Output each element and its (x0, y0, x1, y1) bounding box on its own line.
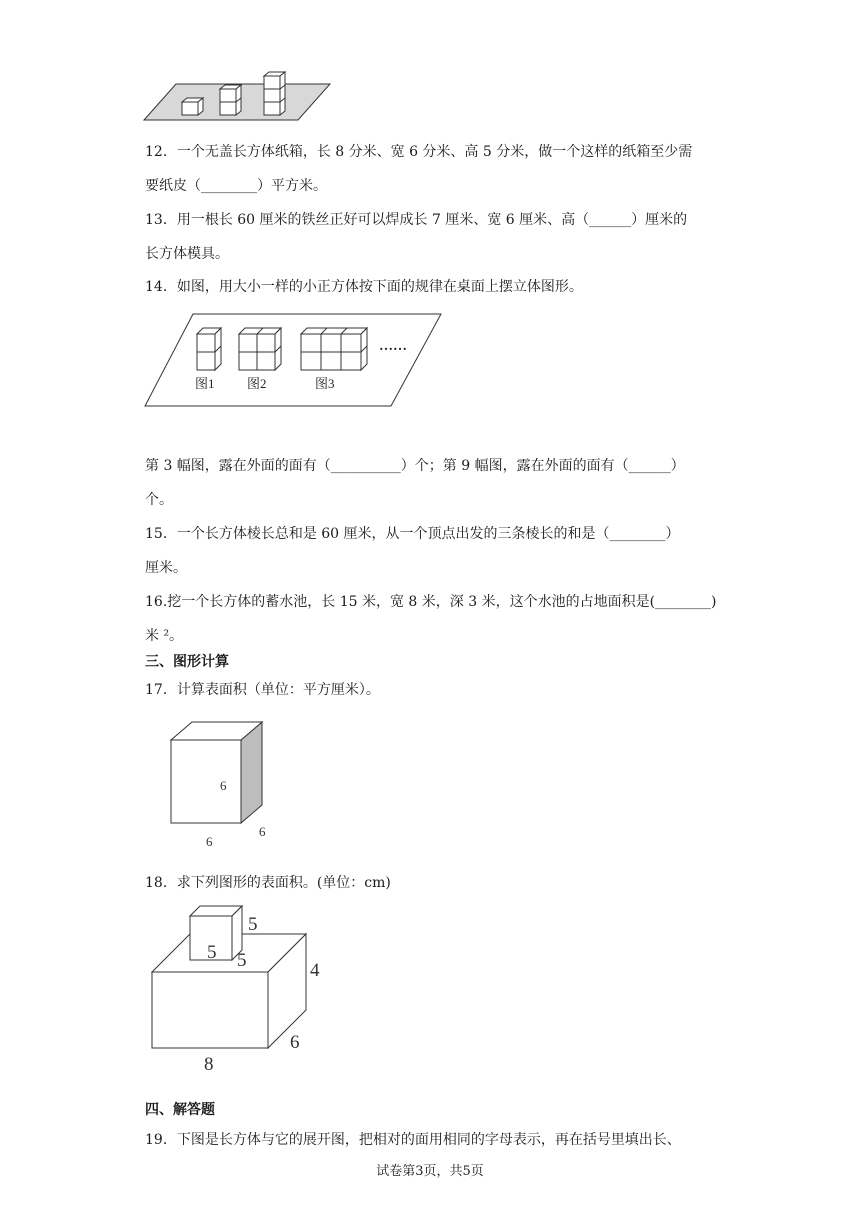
figure-2-label: 图2 (247, 376, 267, 391)
q12-line1: 12．一个无盖长方体纸箱，长 8 分米、宽 6 分米、高 5 分米，做一个这样的纸箱至少需 (145, 144, 693, 160)
box-length-label: 8 (204, 1054, 214, 1075)
q16-line2: 米 ²。 (145, 628, 184, 644)
ellipsis: …… (379, 339, 407, 354)
composite-solid-figure (148, 900, 348, 1078)
q15-line1: 15．一个长方体棱长总和是 60 厘米，从一个顶点出发的三条棱长的和是（________） (145, 526, 680, 542)
page-footer: 试卷第3页，共5页 (376, 1164, 484, 1179)
section-4-heading: 四、解答题 (145, 1102, 215, 1118)
small-cube-top-label: 5 (248, 914, 258, 935)
q13-line2: 长方体模具。 (145, 246, 229, 262)
q19-line1: 19．下图是长方体与它的展开图，把相对的面用相同的字母表示，再在括号里填出长、 (145, 1132, 681, 1148)
cube-pattern-figure (145, 312, 445, 408)
q17-line1: 17．计算表面积（单位：平方厘米）。 (145, 682, 380, 698)
cube-depth-label: 6 (259, 824, 266, 839)
box-depth-label: 6 (290, 1032, 300, 1053)
figure-3-label: 图3 (315, 376, 335, 391)
q12-line2: 要纸皮（________）平方米。 (145, 178, 327, 194)
figure-1-cubes (197, 328, 221, 370)
small-cube-front-label: 5 (207, 942, 217, 963)
q14-line2: 第 3 幅图，露在外面的面有（__________）个；第 9 幅图，露在外面的面有（______） (145, 458, 685, 474)
stacked-cubes-figure (140, 70, 340, 126)
q18-line1: 18．求下列图形的表面积。(单位：cm) (145, 875, 391, 891)
double-cube-stack (220, 85, 241, 115)
triple-cube-stack (264, 72, 285, 115)
figure-1-label: 图1 (195, 376, 215, 391)
q14-line3: 个。 (145, 492, 173, 508)
box-height-label: 4 (310, 960, 320, 981)
small-cube-side-label: 5 (237, 950, 247, 971)
single-cube (182, 98, 203, 115)
figure-2-cubes (239, 328, 281, 370)
q14-line1: 14．如图，用大小一样的小正方体按下面的规律在桌面上摆立体图形。 (145, 279, 583, 295)
figure-3-cubes (301, 328, 367, 370)
cube-figure (165, 718, 275, 850)
q16-line1: 16.挖一个长方体的蓄水池，长 15 米，宽 8 米，深 3 米，这个水池的占地面积是(________) (145, 594, 717, 610)
q13-line1: 13．用一根长 60 厘米的铁丝正好可以焊成长 7 厘米、宽 6 厘米、高（______）厘米的 (145, 212, 688, 228)
cube-width-label: 6 (206, 834, 213, 849)
cube-height-label: 6 (220, 778, 227, 793)
section-3-heading: 三、图形计算 (145, 654, 229, 670)
q15-line2: 厘米。 (145, 560, 187, 576)
